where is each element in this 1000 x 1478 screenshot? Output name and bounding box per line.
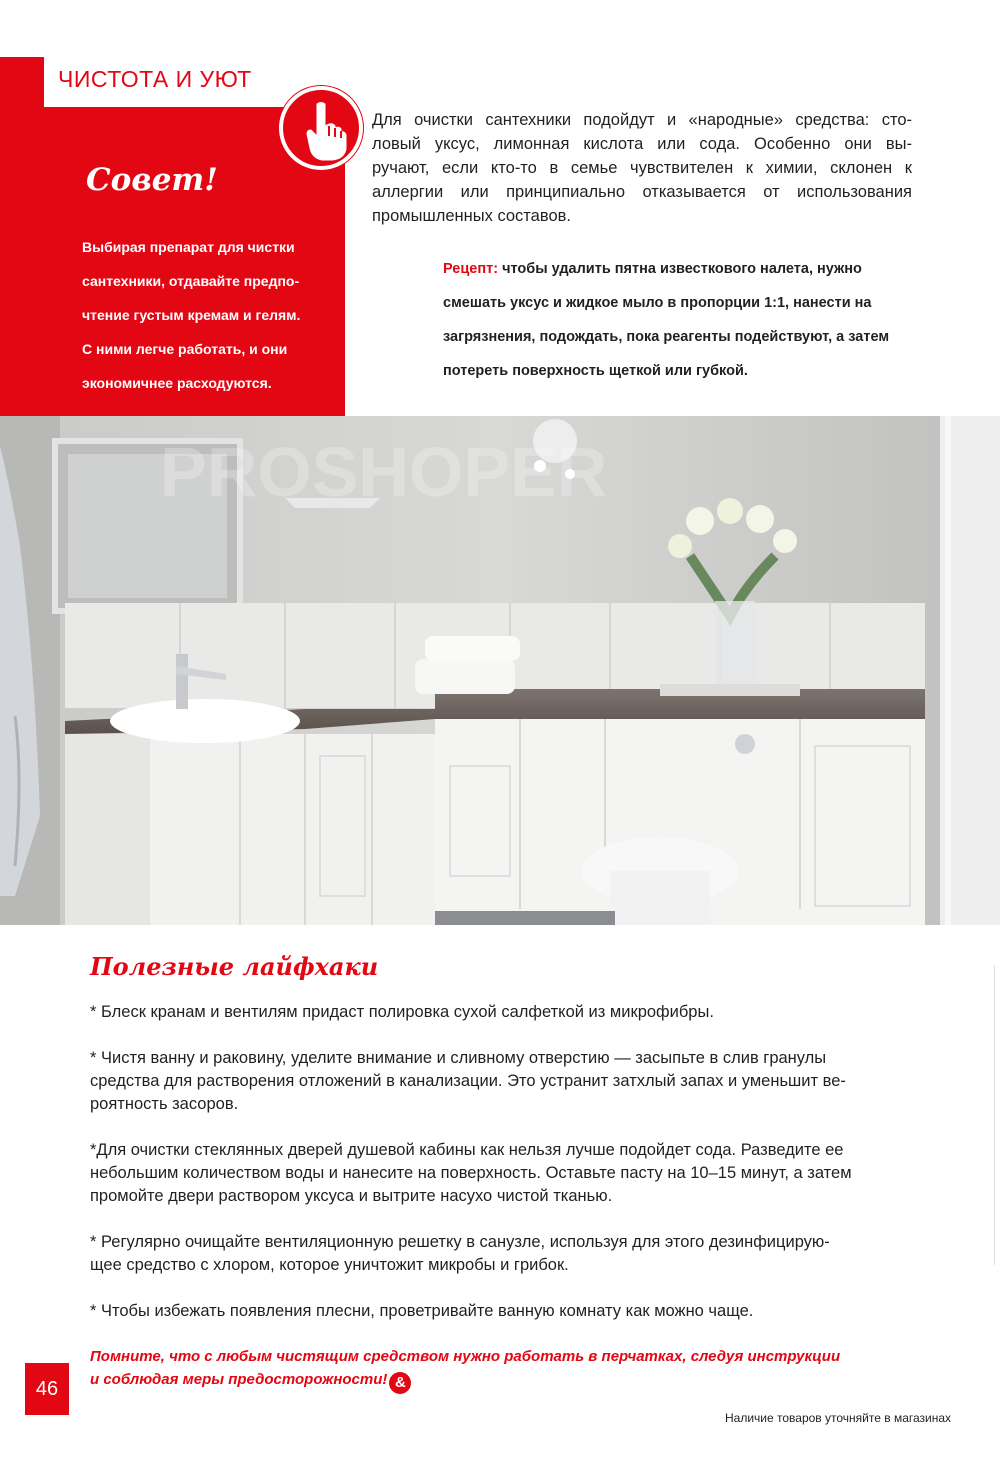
section-tab-marker [0, 57, 44, 109]
tip-line: Выбирая препарат для чистки [82, 239, 295, 255]
intro-line: ловый уксус, лимонная кислота или сода. Особенно они вы- [372, 135, 912, 153]
recipe-line: смешать уксус и жидкое мыло в пропорции 1:1, нанести на [443, 295, 872, 311]
tip-line: чтение густым кремам и гелям. [82, 307, 301, 323]
tip-line: С ними легче работать, и они [82, 341, 288, 357]
warning-line: Помните, что с любым чистящим средством нужно работать в перчатках, следуя инструкции [90, 1348, 841, 1365]
lifehack-line: * Регулярно очищайте вентиляционную решетку в санузле, используя для этого дезинфицирую- [90, 1233, 830, 1251]
lifehack-line: *Для очистки стеклянных дверей душевой кабины как нельзя лучше подойдет сода. Разведите ее [90, 1141, 844, 1159]
lifehack-line: * Блеск кранам и вентилям придаст полировка сухой салфеткой из микрофибры. [90, 1003, 714, 1021]
safety-warning [90, 1345, 910, 1394]
tip-line: экономичнее расходуются. [82, 375, 272, 391]
tip-line: сантехники, отдавайте предпо- [82, 273, 300, 289]
footer-note: Наличие товаров уточняйте в магазинах [725, 1411, 952, 1425]
recipe-line: потереть поверхность щеткой или губкой. [443, 363, 748, 379]
tip-heading: Совет! [86, 162, 218, 198]
recipe-line: загрязнения, подождать, пока реагенты подействуют, а затем [443, 329, 890, 345]
lifehack-line: щее средство с хлором, которое уничтожит микробы и грибок. [90, 1256, 569, 1274]
intro-line: аллергии или принципиально отказывается от использования [372, 183, 912, 201]
warning-line: и соблюдая меры предосторожности! [90, 1371, 388, 1388]
lifehack-item [90, 1300, 910, 1323]
lifehacks-title: Полезные лайфхаки [90, 952, 379, 981]
page-edge-line [994, 965, 995, 1265]
intro-line: промышленных составов. [372, 207, 571, 225]
intro-paragraph [372, 108, 912, 228]
lifehack-line: небольшим количеством воды и нанесите на поверхность. Оставьте пасту на 10–15 минут, а затем [90, 1164, 852, 1182]
recipe-block [443, 252, 911, 388]
lifehack-item [90, 1001, 910, 1024]
photo-watermark: PROSHOPER [160, 433, 608, 511]
lifehack-line: * Чтобы избежать появления плесни, проветривайте ванную комнату как можно чаще. [90, 1302, 754, 1320]
tip-text [82, 230, 332, 400]
lifehacks-list [90, 1001, 910, 1346]
intro-line: ручают, если кто-то в семье чувствителен к химии, склонен к [372, 159, 912, 177]
lifehack-line: роятность засоров. [90, 1095, 239, 1113]
lifehack-line: * Чистя ванну и раковину, уделите внимание и сливному отверстию — засыпьте в слив гранулы [90, 1049, 827, 1067]
section-title: ЧИСТОТА И УЮТ [58, 66, 252, 92]
page-number: 46 [35, 1378, 59, 1400]
ampersand-logo-icon: & [389, 1372, 411, 1394]
pointing-hand-icon [279, 86, 363, 170]
recipe-line: чтобы удалить пятна известкового налета, нужно [498, 261, 862, 277]
bathroom-photo [0, 416, 1000, 925]
intro-line: Для очистки сантехники подойдут и «народные» средства: сто- [372, 111, 912, 129]
lifehack-line: промойте двери раствором уксуса и вытрите насухо чистой тканью. [90, 1187, 613, 1205]
lifehack-line: средства для растворения отложений в канализации. Это устранит затхлый запах и уменьшит ве- [90, 1072, 846, 1090]
recipe-label: Рецепт: [443, 261, 499, 277]
